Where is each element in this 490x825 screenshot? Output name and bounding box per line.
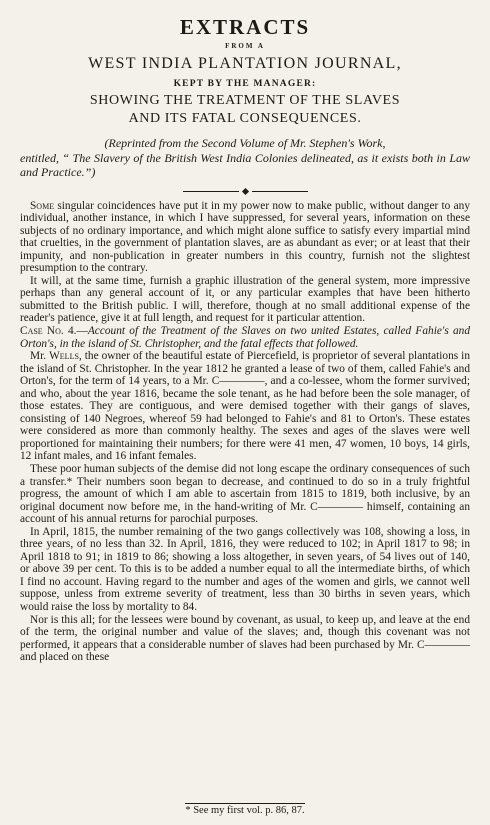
reprint-line-1: (Reprinted from the Second Volume of Mr. Stephen's Work, <box>104 136 386 150</box>
case-title: Account of the Treatment of the Slaves on two united Estates, called Fahie's and Orton's, in the island of St. Christopher, and the fatal effects that followed. <box>20 324 471 350</box>
kept-by-line: KEPT BY THE MANAGER: <box>173 79 317 89</box>
reprint-line-2: entitled, “ The Slavery of the British West India Colonies delineated, as it exists both in Law and Practice.”) <box>20 150 470 179</box>
page-title: EXTRACTS <box>179 15 311 39</box>
subtitle-line-1: SHOWING THE TREATMENT OF THE SLAVES <box>89 93 401 108</box>
paragraph-7: Nor is this all; for the lessees were bound by covenant, as usual, to keep up, and leave at the end of the term, the original number and value of the slaves; and, though this covenant was not performed, it appears that a considerable number of slaves had been purchased by Mr. C———— and placed on these <box>20 613 470 664</box>
paragraph-1: Some singular coincidences have put it in my power now to make public, without danger to any individual, another instance, in which I have suppressed, for several years, information on these subjects of no ordinary importance, and which might alone suffice to satisfy every impartial mind that cruelties, in the government of plantation slaves, are as abundant as ever; or at least that their impunity, and non-publication in greater numbers in this country, furnish not the slightest presumption to the contrary. <box>20 199 470 275</box>
name-wells: Wells <box>49 350 79 363</box>
article-body <box>20 200 470 664</box>
paragraph-2: It will, at the same time, furnish a graphic illustration of the general system, more impressive perhaps than any general account of it, or any particular examples that have been hitherto submitted to the British public. I will, therefore, though at no small additional expense of the reader's patience, give it at full length, and request for it particular attention. <box>20 274 470 325</box>
reprint-note <box>20 136 470 180</box>
subtitle-line-2: AND ITS FATAL CONSEQUENCES. <box>128 111 362 126</box>
lead-word: Some <box>30 199 55 212</box>
journal-title: WEST INDIA PLANTATION JOURNAL, <box>88 55 402 72</box>
divider-line-left <box>183 191 239 192</box>
divider-line-right <box>252 191 308 192</box>
case-number: Case No. 4. <box>20 324 77 337</box>
paragraph-4: Mr. Wells, the owner of the beautiful estate of Piercefield, is proprietor of several plantations in the island of St. Christopher. In the year 1812 he granted a lease of two of them, called Fahie's and Orton's, for the term of 14 years, to a Mr. C————, and a co-lessee, whom the former survived; and who, about the year 1816, became the sole tenant, as he had before been the sole manager, of those estates. They are contiguous, and were demised together with their gangs of slaves, consisting of 140 Negroes, whereof 59 had belonged to Fahie's and 81 to Orton's. These estates were considered as more than commonly healthy. The sexes and ages of the slaves were well proportioned for maintaining their numbers; for there were 41 men, 47 women, 10 boys, 14 girls, 12 infant males, and 16 infant females. <box>20 350 470 463</box>
section-divider <box>20 189 470 194</box>
divider-diamond-icon <box>241 187 248 194</box>
footnote: * See my first vol. p. 86, 87. <box>185 805 305 816</box>
footnote-rule <box>185 803 305 804</box>
paragraph-5: These poor human subjects of the demise did not long escape the ordinary consequences of such a transfer.* Their numbers soon began to decrease, and continued to do so in a truly frightful progress, the amount of which I am able to ascertain from 1815 to 1819, both inclusive, by an original document now before me, in the hand-writing of Mr. C———— himself, containing an account of his annual returns for parochial purposes. <box>20 462 470 526</box>
from-label: FROM A <box>225 42 265 50</box>
paragraph-6: In April, 1815, the number remaining of the two gangs collectively was 108, showing a loss, in three years, of no less than 32. In April, 1816, they were reduced to 102; in April 1817 to 98; in April 1818 to 91; in 1819 to 86; showing a loss altogether, in seven years, of 54 lives out of 140, or above 39 per cent. To this is to be added a number equal to all the intermediate births, of which I find no account. Having regard to the number and ages of the women and girls, we cannot well suppose, unless from extreme severity of treatment, less than 30 births in seven years, which would raise the loss by mortality to 84. <box>20 525 470 613</box>
case-heading: Case No. 4.—Account of the Treatment of the Slaves on two united Estates, called Fahie's and Orton's, in the island of St. Christopher, and the fatal effects that followed. <box>20 324 471 350</box>
